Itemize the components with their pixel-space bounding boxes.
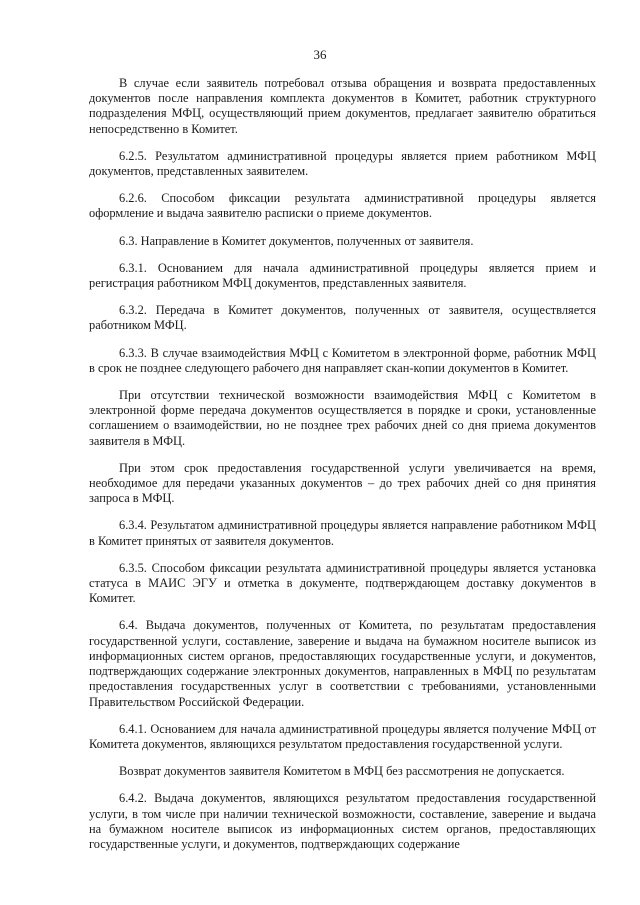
- document-body: [89, 76, 596, 864]
- paragraph-6-3-3: 6.3.3. В случае взаимодействия МФЦ с Комитетом в электронной форме, работник МФЦ в срок не позднее следующего рабочего дня направляет скан-копии документов в Комитет.: [89, 345, 596, 375]
- paragraph-term-extension: При этом срок предоставления государственной услуги увеличивается на время, необходимое для передачи указанных документов – до трех рабочих дней со дня принятия запроса в МФЦ.: [89, 460, 596, 506]
- paragraph-6-4-1: 6.4.1. Основанием для начала административной процедуры является получение МФЦ от Комитета документов, являющихся результатом предоставления государственной услуги.: [89, 721, 596, 751]
- paragraph-withdrawal: В случае если заявитель потребовал отзыва обращения и возврата предоставленных документов после направления комплекта документов в Комитет, работник структурного подразделения МФЦ, осуществляющий прием документов, предлагает заявителю обратиться непосредственно в Комитет.: [89, 76, 596, 136]
- paragraph-6-2-5: 6.2.5. Результатом административной процедуры является прием работником МФЦ документов, представленных заявителем.: [89, 148, 596, 179]
- paragraph-6-3-2: 6.3.2. Передача в Комитет документов, полученных от заявителя, осуществляется работником МФЦ.: [89, 303, 596, 333]
- paragraph-6-3-1: 6.3.1. Основанием для начала административной процедуры является прием и регистрация работником МФЦ документов, представленных заявителя.: [89, 260, 596, 291]
- paragraph-return-not-allowed: Возврат документов заявителя Комитетом в МФЦ без рассмотрения не допускается.: [119, 764, 565, 779]
- page-number: 36: [313, 47, 327, 62]
- paragraph-6-3-4: 6.3.4. Результатом административной процедуры является направление работником МФЦ в Комитет принятых от заявителя документов.: [89, 518, 596, 548]
- paragraph-6-3: 6.3. Направление в Комитет документов, полученных от заявителя.: [119, 233, 474, 248]
- paragraph-6-2-6: 6.2.6. Способом фиксации результата административной процедуры является оформление и выдача заявителю расписки о приеме документов.: [89, 191, 596, 221]
- paragraph-no-technical-possibility: При отсутствии технической возможности взаимодействия МФЦ с Комитетом в электронной форме передача документов осуществляется в порядке и сроки, установленные соглашением о взаимодействии, но не позднее трех рабочих дней со дня приема документов заявителя в МФЦ.: [89, 388, 596, 448]
- paragraph-6-4-2: 6.4.2. Выдача документов, являющихся результатом предоставления государственной услуги, в том числе при наличии технической возможности, составление, заверение и выдача на бумажном носителе выписок из информационных систем органов, предоставляющих государственные услуги, и документов, подтверждающих содержание: [89, 791, 596, 851]
- paragraph-6-4: 6.4. Выдача документов, полученных от Комитета, по результатам предоставления государственной услуги, составление, заверение и выдача на бумажном носителе выписок из информационных систем органов, предоставляющих государственные услуги, и документов, подтверждающих содержание электронных документов, направленных в МФЦ по результатам предоставления государственных услуг в соответствии с требованиями, установленными Правительством Российской Федерации.: [89, 618, 596, 709]
- paragraph-6-3-5: 6.3.5. Способом фиксации результата административной процедуры является установка статуса в МАИС ЭГУ и отметка в документе, подтверждающем доставку документов в Комитет.: [89, 560, 596, 606]
